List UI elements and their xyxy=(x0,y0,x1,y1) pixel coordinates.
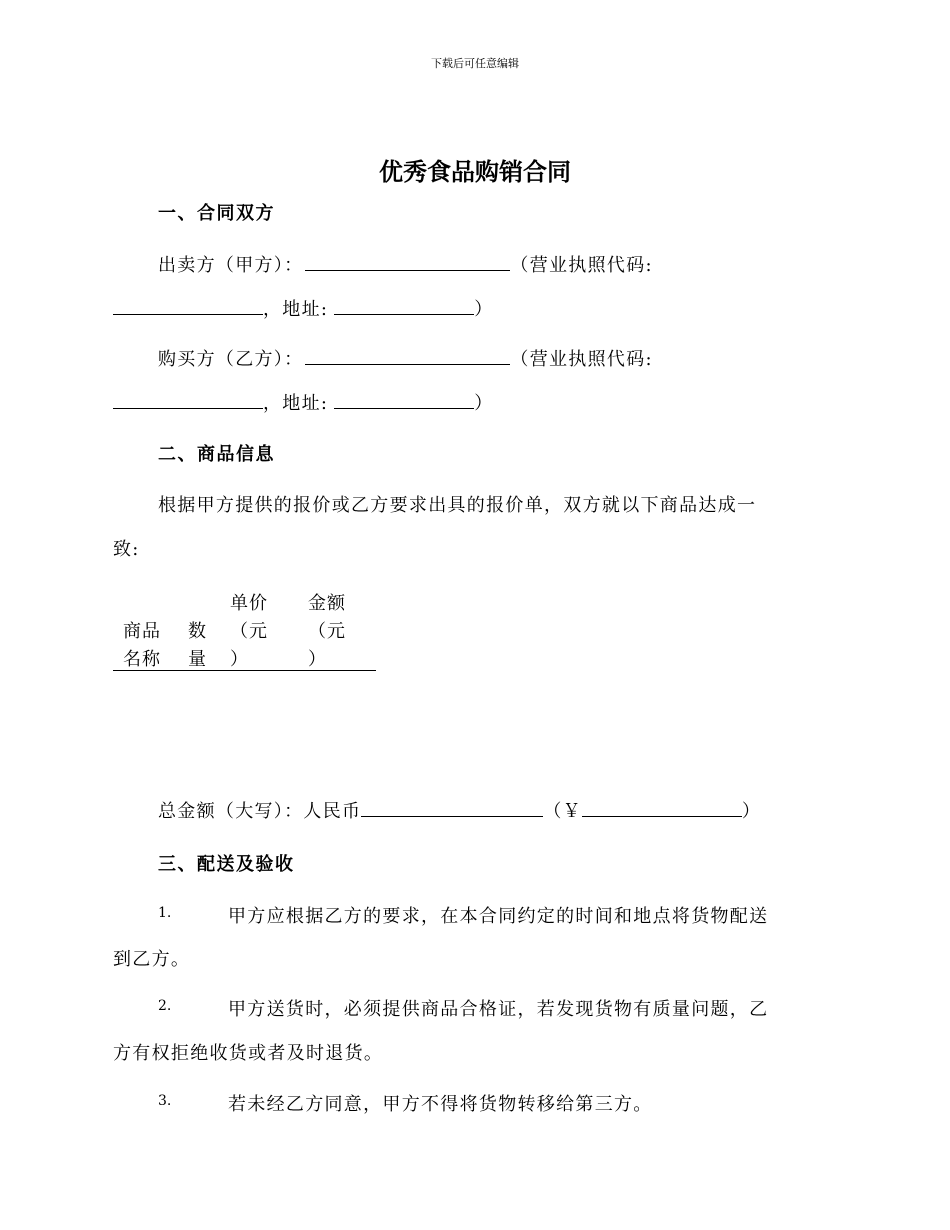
col-header-name-2: 名称 xyxy=(123,649,161,670)
buyer-address-field[interactable] xyxy=(334,390,474,409)
delivery-item2-number: 2. xyxy=(158,998,172,1014)
col-header-name-1: 商品 xyxy=(123,621,161,642)
total-amount-line xyxy=(158,797,761,823)
total-yen-open: （￥ xyxy=(543,801,582,822)
delivery-item3-line1: 若未经乙方同意，甲方不得将货物转移给第三方。 xyxy=(228,1094,653,1115)
col-header-qty-1: 数 xyxy=(188,621,207,642)
seller-name-field[interactable] xyxy=(305,252,510,271)
delivery-item1-number: 1. xyxy=(158,905,172,921)
section-heading-delivery: 三、配送及验收 xyxy=(158,854,295,875)
buyer-license-field[interactable] xyxy=(113,390,263,409)
goods-intro-line1: 根据甲方提供的报价或乙方要求出具的报价单，双方就以下商品达成一 xyxy=(158,495,757,516)
delivery-item2-line2: 方有权拒绝收货或者及时退货。 xyxy=(113,1043,384,1064)
seller-license-label: （营业执照代码: xyxy=(510,255,653,276)
total-words-field[interactable] xyxy=(361,798,543,817)
col-header-price-3: ） xyxy=(230,649,249,670)
buyer-label: 购买方（乙方）： xyxy=(158,349,304,370)
header-note: 下载后可任意编辑 xyxy=(431,57,519,70)
total-close: ） xyxy=(741,801,762,822)
buyer-license-label: （营业执照代码: xyxy=(510,349,653,370)
seller-line xyxy=(158,251,653,277)
col-header-price-1: 单价 xyxy=(230,593,268,614)
goods-intro-line2: 致: xyxy=(113,539,140,560)
seller-label: 出卖方（甲方）： xyxy=(158,255,304,276)
col-header-price-2: （元 xyxy=(230,621,268,642)
seller-close: ） xyxy=(474,299,494,320)
document-title: 优秀食品购销合同 xyxy=(379,158,571,186)
delivery-item1-line1: 甲方应根据乙方的要求，在本合同约定的时间和地点将货物配送 xyxy=(228,906,769,927)
buyer-name-field[interactable] xyxy=(305,346,510,365)
col-header-amount-1: 金额 xyxy=(308,593,346,614)
seller-address-line xyxy=(113,295,494,321)
total-label: 总金额（大写）：人民币 xyxy=(158,801,362,822)
section-heading-parties: 一、合同双方 xyxy=(158,203,275,224)
delivery-item1-line2: 到乙方。 xyxy=(113,949,191,970)
delivery-item2-line1: 甲方送货时，必须提供商品合格证，若发现货物有质量问题，乙 xyxy=(228,999,769,1020)
seller-address-label: ，地址: xyxy=(263,299,329,320)
col-header-amount-3: ） xyxy=(308,649,327,670)
total-number-field[interactable] xyxy=(582,798,742,817)
delivery-item3-number: 3. xyxy=(158,1093,172,1109)
buyer-close: ） xyxy=(474,393,494,414)
seller-address-field[interactable] xyxy=(334,296,474,315)
seller-license-field[interactable] xyxy=(113,296,263,315)
buyer-line xyxy=(158,345,653,371)
section-heading-goods: 二、商品信息 xyxy=(158,444,275,465)
col-header-amount-2: （元 xyxy=(308,621,346,642)
buyer-address-label: ，地址: xyxy=(263,393,329,414)
table-header-rule xyxy=(113,670,376,671)
col-header-qty-2: 量 xyxy=(188,649,207,670)
buyer-address-line xyxy=(113,389,494,415)
